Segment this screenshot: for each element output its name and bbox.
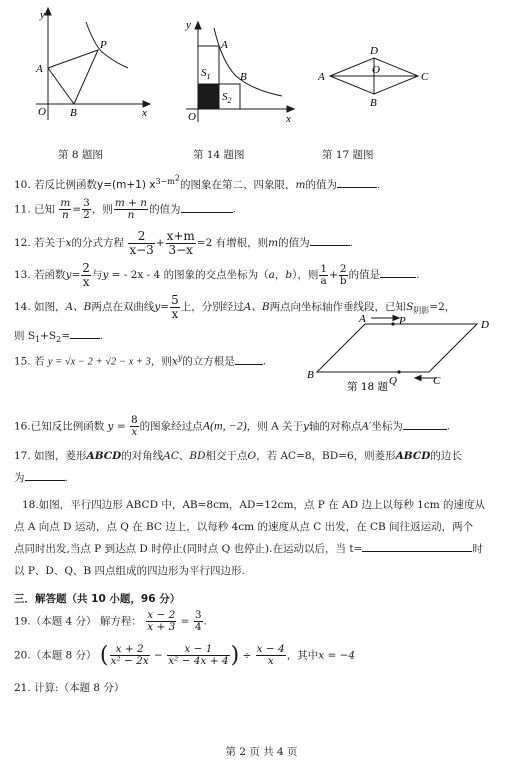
fig14-o-label: O xyxy=(188,111,196,123)
fig17-o-label: O xyxy=(372,64,380,76)
page-footer: 第 2 页 共 4 页 xyxy=(225,746,298,758)
section-3-heading: 三．解答题（共 10 小题，96 分） xyxy=(14,593,181,605)
figures-layer xyxy=(0,0,523,160)
fig8-a-label: A xyxy=(36,63,43,75)
fig8-b-label: B xyxy=(70,107,77,119)
fig18-a-label: A xyxy=(359,313,366,325)
figure-18 xyxy=(305,312,515,394)
fig17-d-label: D xyxy=(370,45,378,57)
fig17-b-label: B xyxy=(370,97,377,109)
question-13: 13. 若函数y= $\frac{2}{x}$ 与y = - 2x - 4 的图象的交点坐标为（a，b），则 $\frac{1}{a}$ + $\frac{2}{b}$ 的值是 . xyxy=(14,261,420,289)
fig17-c-label: C xyxy=(421,71,429,83)
fig14-y-label: y xyxy=(186,19,191,31)
fig17-a-label: A xyxy=(318,71,325,83)
fig8-caption: 第 8 题图 xyxy=(58,149,103,161)
question-18-line4: 以 P、D、Q、B 四点组成的四边形为平行四边形. xyxy=(14,565,245,577)
question-11: 11. 已知 $\frac{m}{n}$ = $\frac{3}{2}$ ，则 $\frac{m + n}{n}$ 的值为 . xyxy=(14,197,236,222)
question-19: 19.（本题 4 分） 解方程： $\frac{x - 2}{x + 3}$ = $\frac{3}{4}$ . xyxy=(14,609,207,634)
question-21: 21. 计算:（本题 8 分） xyxy=(14,682,125,694)
fig14-b-label: B xyxy=(240,71,247,83)
question-15: 15. 若 y = √x − 2 + √2 − x + 3，则$x^y$的立方根是 . xyxy=(14,353,267,368)
fig18-q-label: Q xyxy=(389,375,397,387)
fig18-p-label: P xyxy=(399,315,406,327)
fig17-caption: 第 17 题图 xyxy=(322,149,374,161)
question-12: 12. 若关于x的分式方程 $\frac{2}{x-3}$ + $\frac{x+m}{3-x}$ =2 有增根，则m的值为 . xyxy=(14,229,353,257)
question-14: 14. 如图，A、B两点在双曲线y= $\frac{5}{x}$ 上，分别经过A、B两点向坐标轴作垂线段，已知$S_{阴影}=2$， xyxy=(14,293,456,321)
fig14-a-label: A xyxy=(221,39,228,51)
question-17: 17. 如图，菱形ABCD的对角线AC、BD相交于点O，若 AC=8，BD=6，则菱形ABCD的边长 xyxy=(14,450,462,462)
question-14-line2: 则 $S_1+S_2=$ . xyxy=(14,330,104,345)
question-18-line1: 18.如图，平行四边形 ABCD 中，AB=8cm，AD=12cm，点 P 在 AD 边上以每秒 1cm 的速度从 xyxy=(22,499,486,511)
fig8-y-label: y xyxy=(40,9,45,21)
question-20: 20.（本题 8 分） ( $\frac{x + 2}{\text{x² − 2x}}$ − $\frac{x - 1}{\text{x² − 4x + 4}}$ ) ÷ $\frac{x - 4}{x}$ ，其中x = −4 xyxy=(14,642,356,668)
question-16: 16.已知反比例函数 y = $\frac{8}{x}$ 的图象经过点A(m, −2)，则 A 关于y轴的对称点A′坐标为 . xyxy=(14,414,451,439)
fig8-x-label: x xyxy=(142,107,147,119)
fig18-c-label: C xyxy=(433,375,441,387)
figure-8 xyxy=(36,8,150,120)
fig14-x-label: x xyxy=(286,113,291,125)
question-18-line2: 点 A 向点 D 运动，点 Q 在 BC 边上，以每秒 4cm 的速度从点 C 出发，在 CB 间往返运动，两个 xyxy=(14,521,474,533)
fig14-caption: 第 14 题图 xyxy=(193,149,245,161)
fig14-s2-label: $S_2$ xyxy=(222,91,232,105)
question-18-line3: 点同时出发,当点 P 到达点 D 时停止(同时点 Q 也停止).在运动以后，当 t= 时 xyxy=(14,543,483,555)
fig18-caption: 第 18 题 xyxy=(347,381,389,393)
question-10: 10. 若反比例函数y=(m+1) $x^{3-m^2}$的图象在第二、四象限，m的值为 . xyxy=(14,173,381,192)
fig8-o-label: O xyxy=(38,106,46,118)
question-17-line2: 为 . xyxy=(14,472,68,484)
fig14-s1-label: $S_1$ xyxy=(201,67,211,81)
fig8-p-label: P xyxy=(100,39,107,51)
fig18-b-label: B xyxy=(307,369,314,381)
fig18-d-label: D xyxy=(481,319,489,331)
